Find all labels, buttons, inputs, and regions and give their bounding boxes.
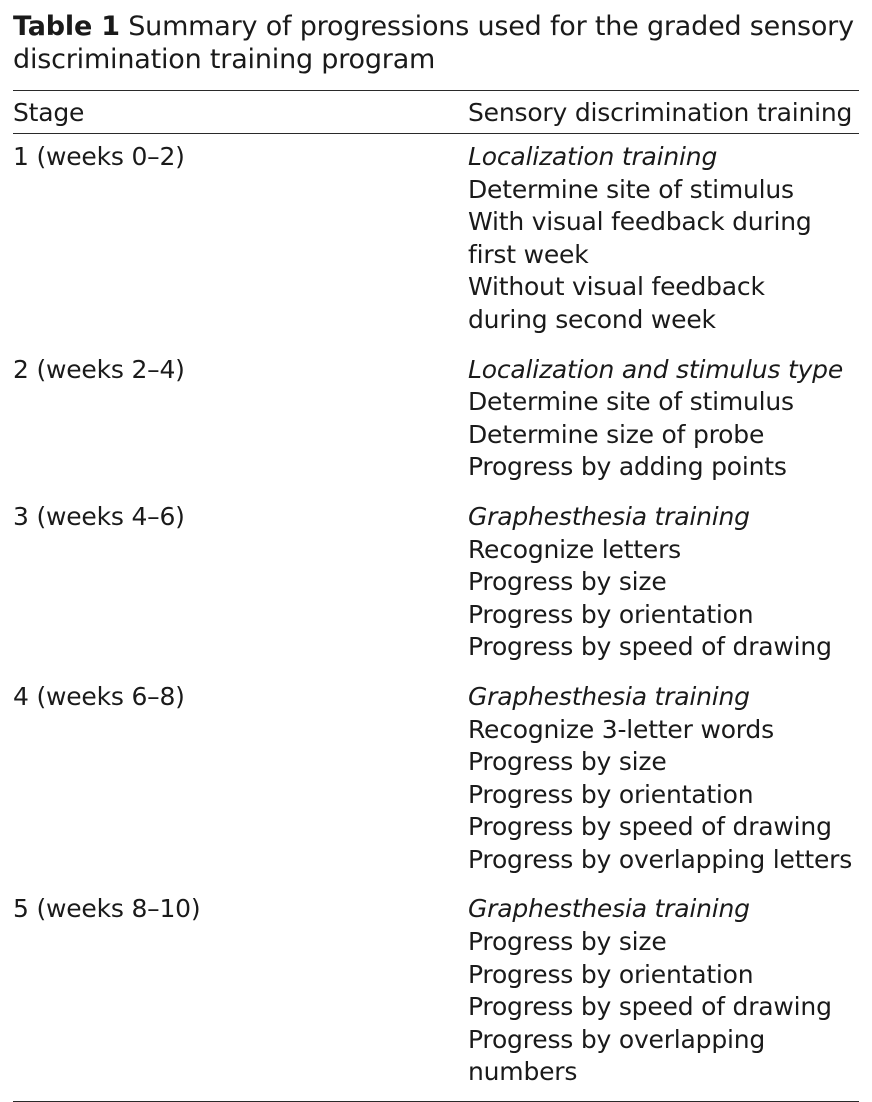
document [13, 10, 859, 1102]
stage-cell: 2 (weeks 2–4) [13, 354, 185, 384]
training-line: Determine size of probe [468, 419, 765, 449]
table-header-row [13, 91, 859, 134]
table-row [13, 354, 859, 501]
training-cell [468, 681, 859, 894]
training-line: With visual feedback during [468, 207, 812, 237]
stage-cell: 3 (weeks 4–6) [13, 501, 185, 531]
training-title: Localization and stimulus type [468, 354, 844, 384]
table-row [13, 134, 859, 354]
training-cell [468, 501, 859, 681]
table-row [13, 501, 859, 681]
stage-cell: 1 (weeks 0–2) [13, 142, 185, 171]
training-line: Determine site of stimulus [468, 387, 794, 417]
table-header [13, 91, 859, 134]
training-line: Progress by size [468, 927, 667, 957]
training-line: Progress by size [468, 567, 667, 597]
table-row [13, 681, 859, 894]
training-line: Progress by orientation [468, 779, 754, 809]
training-line: Progress by size [468, 747, 667, 777]
training-line: Progress by orientation [468, 959, 754, 989]
stage-cell: 5 (weeks 8–10) [13, 894, 201, 924]
training-line: Recognize 3-letter words [468, 714, 774, 744]
training-line: Progress by adding points [468, 452, 787, 482]
training-line: Progress by overlapping numbers [468, 1024, 766, 1087]
training-line: Without visual feedback [468, 272, 765, 302]
table-body [13, 134, 859, 1102]
training-line: Determine site of stimulus [468, 174, 794, 204]
training-line: Progress by speed of drawing [468, 632, 832, 662]
table-caption [13, 10, 859, 76]
column-header-training: Sensory discrimination training [468, 91, 859, 134]
table-caption-label: Table 1 [13, 11, 120, 42]
training-title: Localization training [468, 142, 718, 171]
training-title: Graphesthesia training [468, 681, 750, 711]
training-line: Progress by orientation [468, 599, 754, 629]
stage-cell: 4 (weeks 6–8) [13, 681, 185, 711]
training-title: Graphesthesia training [468, 501, 750, 531]
training-line: Progress by speed of drawing [468, 812, 832, 842]
column-header-stage: Stage [13, 91, 468, 134]
training-line: during second week [468, 304, 716, 334]
training-line: Progress by speed of drawing [468, 992, 832, 1022]
training-line: Recognize letters [468, 534, 681, 564]
training-cell [468, 893, 859, 1101]
training-line: Progress by overlapping letters [468, 844, 853, 874]
progression-table [13, 90, 859, 1102]
training-title: Graphesthesia training [468, 894, 750, 924]
table-caption-text: Summary of progressions used for the graded sensory discrimination training program [13, 11, 854, 75]
training-cell [468, 134, 859, 354]
training-cell [468, 354, 859, 501]
table-row [13, 893, 859, 1101]
training-line: first week [468, 239, 589, 269]
